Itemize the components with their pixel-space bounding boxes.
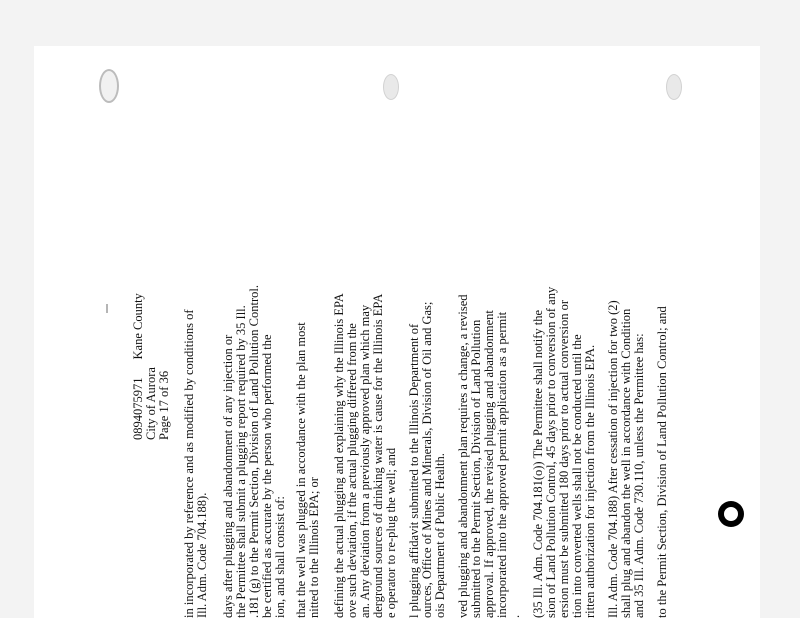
body-line: l plugging affidavit submitted to the Illinois Department of bbox=[407, 323, 421, 618]
body-line: Ill. Adm. Code 704.188). bbox=[195, 492, 209, 618]
body-line: be certified as accurate by the person who performed the bbox=[260, 334, 274, 618]
body-line: .181 (g) to the Permit Section, Division of Land Pollution Control. bbox=[247, 285, 261, 618]
county-name: Kane County bbox=[131, 293, 145, 360]
body-line: ources, Office of Mines and Minerals, Division of Oil and Gas; bbox=[420, 301, 434, 618]
body-line: ersion must be submitted 180 days prior to actual conversion or bbox=[557, 300, 571, 618]
body-line: an. Any deviation from a previously approved plan which may bbox=[358, 304, 372, 618]
body-line: in incorporated by reference and as modified by conditions of bbox=[182, 309, 196, 618]
body-line: shall plug and abandon the well in accordance with Condition bbox=[619, 308, 633, 618]
body-line: nitted to the Illinois EPA; or bbox=[307, 477, 321, 618]
scan-mark bbox=[106, 304, 108, 313]
body-line: tion into converted wells shall not be conducted until the bbox=[570, 334, 584, 618]
header-page-number: Page 17 of 36 bbox=[157, 370, 171, 440]
body-line: the Permittee shall submit a plugging report required by 35 Ill. bbox=[234, 305, 248, 618]
body-line: ved plugging and abandonment plan requires a change, a revised bbox=[456, 294, 470, 618]
body-line: incorporated into the approved permit application as a permit bbox=[495, 311, 509, 618]
body-line: . bbox=[508, 614, 522, 618]
body-line: e operator to re-plug the well; and bbox=[384, 447, 398, 618]
body-line: and 35 Ill. Adm. Code 730.110, unless the Permittee has: bbox=[632, 333, 646, 618]
body-line: ois Department of Public Health. bbox=[433, 453, 447, 618]
body-line: defining the actual plugging and explaining why the Illinois EPA bbox=[332, 293, 346, 618]
body-line: that the well was plugged in accordance with the plan most bbox=[294, 322, 308, 618]
body-line: derground sources of drinking water is cause for the Illinois EPA bbox=[371, 293, 385, 618]
body-line: Ill. Adm. Code 704.188) After cessation of injection for two (2) bbox=[606, 300, 620, 618]
body-line: ove such deviation, if the actual plugging differed from the bbox=[345, 323, 359, 618]
body-line: approval. If approved, the revised plugging and abandonment bbox=[482, 310, 496, 618]
body-line: ritten authorization for injection from the Illinois EPA. bbox=[583, 344, 597, 618]
body-line: (35 Ill. Adm. Code 704.181(o)) The Permittee shall notify the bbox=[531, 309, 545, 618]
body-line: ion, and shall consist of: bbox=[273, 496, 287, 618]
body-line: sion of Land Pollution Control, 45 days prior to conversion of any bbox=[544, 286, 558, 618]
body-line: to the Permit Section, Division of Land Pollution Control; and bbox=[655, 306, 669, 618]
body-line: days after plugging and abandonment of any injection or bbox=[221, 334, 235, 618]
body-line: submitted to the Permit Section, Division of Land Pollution bbox=[469, 319, 483, 618]
permit-number: 0894075971 bbox=[131, 377, 145, 440]
rotated-text-block bbox=[132, 58, 800, 618]
header-city: City of Aurora bbox=[144, 367, 158, 440]
punch-hole-top-left bbox=[99, 69, 119, 103]
